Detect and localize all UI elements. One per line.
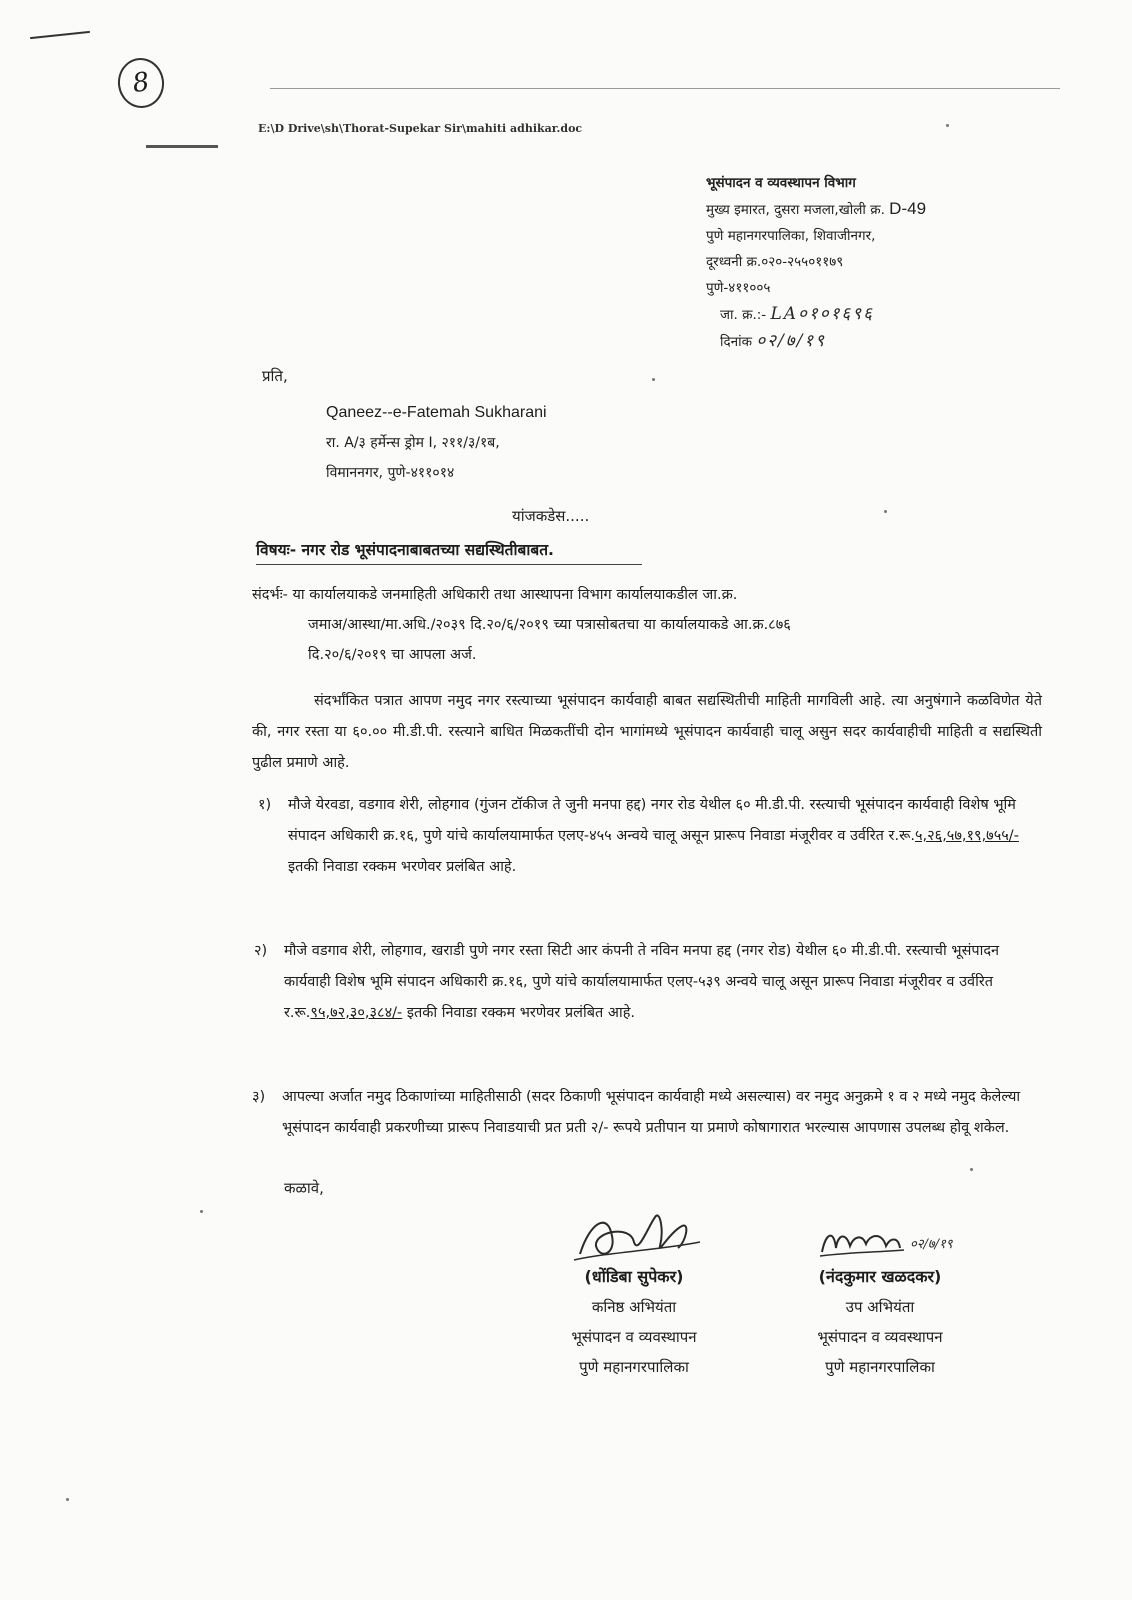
office-phone: दूरध्वनी क्र.०२०-२५५०११७९ <box>706 254 844 270</box>
office-address-text: मुख्य इमारत, दुसरा मजला,खोली क्र. <box>706 202 885 218</box>
signatory-left <box>524 1262 744 1382</box>
scan-speck <box>652 378 655 381</box>
pen-stroke-mark <box>30 31 90 39</box>
date-line <box>720 328 1046 355</box>
signature-right-graphic <box>812 1222 972 1262</box>
signatory-designation: कनिष्ठ अभियंता <box>591 1298 677 1316</box>
signatory-organization: पुणे महानगरपालिका <box>579 1358 689 1376</box>
page-number-circle: 8 <box>115 55 168 111</box>
item-amount: ५,२६,५७,१९,७५५/- <box>914 828 1019 844</box>
office-address-line <box>706 196 1046 223</box>
item-text-after: इतकी निवाडा रक्कम भरणेवर प्रलंबित आहे. <box>402 1005 636 1021</box>
signature-right-date: ०२/७/१९ <box>910 1237 953 1252</box>
signatory-name: (नंदकुमार खळदकर) <box>818 1267 942 1286</box>
subject-underline <box>256 564 642 565</box>
item-text-after: इतकी निवाडा रक्कम भरणेवर प्रलंबित आहे. <box>288 859 517 875</box>
reference-block <box>252 580 1042 670</box>
scan-speck <box>200 1210 203 1213</box>
item-number: ३) <box>252 1089 266 1105</box>
office-corporation: पुणे महानगरपालिका, शिवाजीनगर, <box>706 228 876 244</box>
office-address-block <box>706 170 1046 355</box>
item-text-before: मौजे येरवडा, वडगाव शेरी, लोहगाव (गुंजन टॉकीज ते जुनी मनपा हद्द) नगर रोड येथील ६० मी.डी.पी. रस्त्याची भूसंपादन कार्यवाही विशेष भूमि संपादन अधिकारी क्र.१६, पुणे यांचे कार्यालयामार्फत एलए-४५५ अन्वये चालू असून प्रारूप निवाडा मंजूरीवर व उर्वरित र.रू. <box>288 797 1016 844</box>
recipient-block <box>326 398 547 488</box>
list-item <box>252 1082 1034 1144</box>
signatory-right <box>770 1262 990 1382</box>
top-rule <box>270 88 1060 89</box>
signatory-department: भूसंपादन व व्यवस्थापन <box>571 1328 697 1346</box>
file-path: E:\D Drive\sh\Thorat-Supekar Sir\mahiti adhikar.doc <box>258 122 583 135</box>
item-text <box>284 936 1032 1029</box>
closing: कळावे, <box>284 1179 324 1197</box>
office-room-no: D-49 <box>889 199 927 218</box>
date-label: दिनांक <box>720 334 753 350</box>
reference-line3: दि.२०/६/२०१९ चा आपला अर्ज. <box>308 647 477 663</box>
scan-speck <box>884 510 887 513</box>
scan-speck <box>66 1498 69 1501</box>
signatory-name: (धोंडिबा सुपेकर) <box>584 1267 684 1286</box>
office-department: भूसंपादन व व्यवस्थापन विभाग <box>706 175 856 191</box>
body-paragraph: संदर्भांकित पत्रात आपण नमुद नगर रस्त्याच्या भूसंपादन कार्यवाही बाबत सद्यस्थितीची माहिती मागविली आहे. त्या अनुषंगाने कळविणेत येते की, नगर रस्ता या ६०.०० मी.डी.पी. रस्त्याने बाधित मिळकतींची दोन भागांमध्ये भूसंपादन कार्यवाही चालू असुन सदर कार्यवाहीची माहिती व सद्यस्थिती पुढील प्रमाणे आहे. <box>252 693 1042 771</box>
outward-number: LA०१०१६९६ <box>770 304 874 324</box>
subject-line: विषयः- नगर रोड भूसंपादनाबाबतच्या सद्यस्थितीबाबत. <box>256 541 554 559</box>
letter-date: ०२/७/१९ <box>756 331 826 351</box>
salutation: प्रति, <box>262 367 288 385</box>
signatory-designation: उप अभियंता <box>845 1298 915 1316</box>
item-text-before: मौजे वडगाव शेरी, लोहगाव, खराडी पुणे नगर रस्ता सिटी आर कंपनी ते नविन मनपा हद्द (नगर रोड) येथील ६० मी.डी.पी. रस्त्याची भूसंपादन कार्यवाही विशेष भूमि संपादन अधिकारी क्र.१६, पुणे यांचे कार्यालयामार्फत एलए-५३९ अन्वये चालू असून प्रारूप निवाडा मंजूरीवर व उर्वरित र.रू. <box>284 943 1000 1021</box>
to-your-side: यांजकडेस..... <box>512 507 590 525</box>
office-city-pin: पुणे-४११००५ <box>706 280 771 296</box>
list-item <box>258 790 1028 883</box>
scan-speck <box>946 124 949 127</box>
recipient-name: Qaneez--e-Fatemah Sukharani <box>326 404 547 421</box>
recipient-address-line1: रा. A/३ हर्मेन्स ड्रोम I, २११/३/१ब, <box>326 435 500 451</box>
signatory-organization: पुणे महानगरपालिका <box>825 1358 935 1376</box>
reference-line1: संदर्भः- या कार्यालयाकडे जनमाहिती अधिकारी तथा आस्थापना विभाग कार्यालयाकडील जा.क्र. <box>252 587 738 603</box>
item-text <box>288 790 1028 883</box>
outward-number-line <box>720 301 1046 328</box>
item-number: २) <box>254 943 268 959</box>
left-dash-mark <box>146 145 218 148</box>
reference-line2: जमाअ/आस्था/मा.अधि./२०३९ दि.२०/६/२०१९ च्या पत्रासोबतचा या कार्यालयाकडे आ.क्र.८७६ <box>308 617 791 633</box>
list-item <box>254 936 1032 1029</box>
scan-speck <box>970 1168 973 1171</box>
signature-left-graphic <box>560 1202 710 1266</box>
signatory-department: भूसंपादन व व्यवस्थापन <box>817 1328 943 1346</box>
recipient-address-line2: विमाननगर, पुणे-४११०१४ <box>326 465 455 481</box>
outward-label: जा. क्र.:- <box>720 307 767 323</box>
item-number: १) <box>258 797 272 813</box>
item-text: आपल्या अर्जात नमुद ठिकाणांच्या माहितीसाठी (सदर ठिकाणी भूसंपादन कार्यवाही मध्ये असल्यास) वर नमुद अनुक्रमे १ व २ मध्ये नमुद केलेल्या भूसंपादन कार्यवाही प्रकरणीच्या प्रारूप निवाडयाची प्रत प्रती २/- रूपये प्रतीपान या प्रमाणे कोषागारात भरल्यास आपणास उपलब्ध होवू शकेल. <box>282 1089 1021 1136</box>
item-amount: ९५,७२,३०,३८४/- <box>310 1005 403 1021</box>
